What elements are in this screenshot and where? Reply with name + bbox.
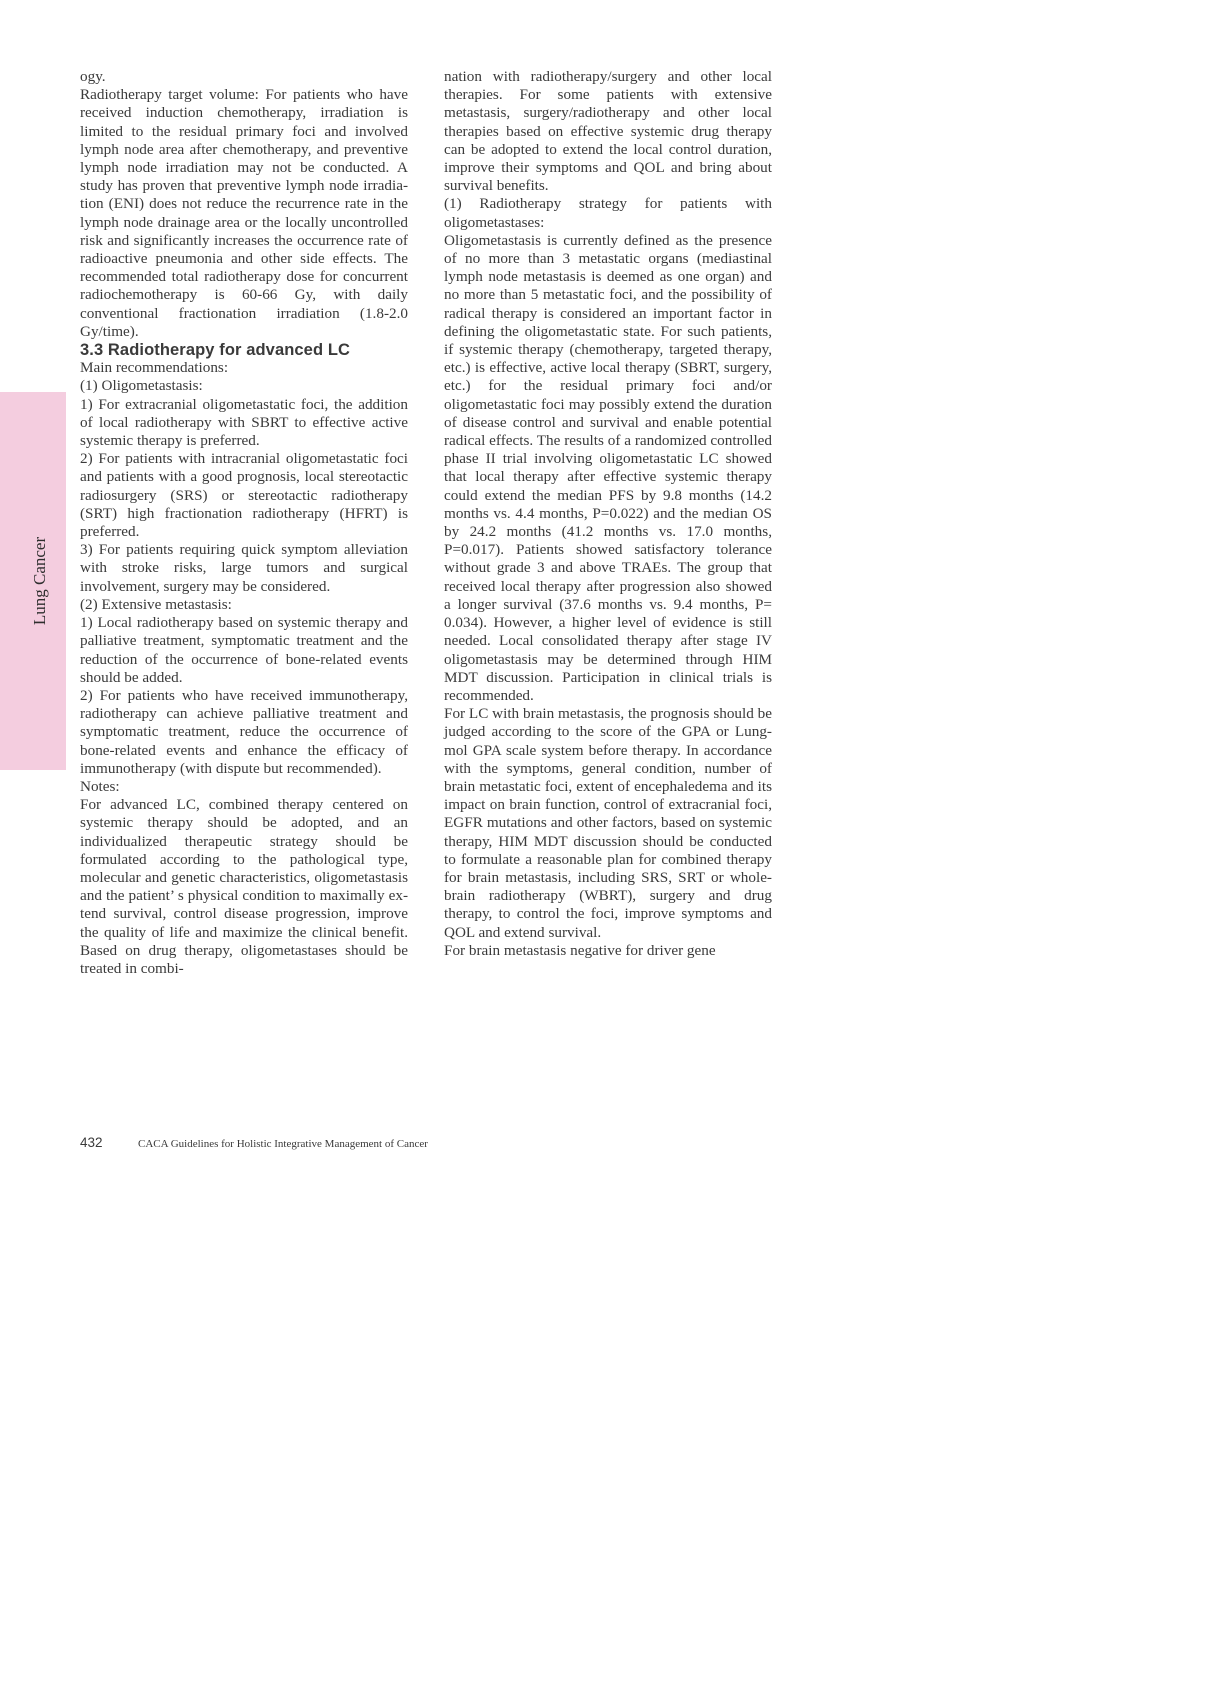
page-footer: [80, 1134, 428, 1152]
paragraph: For brain metastasis negative for driver gene: [444, 941, 716, 959]
paragraph: nation with radiotherapy/surgery and other local therapies. For some patients with extensive metastasis, surgery/radiotherapy and other local therapies based on effective systemic drug therapy can be adopted to extend the local control duration, improve their symptoms and QOL and bring about survival benefits.: [444, 68, 772, 195]
paragraph: 1) Local radiotherapy based on systemic therapy and palliative treatment, symptomatic treatment and the reduction of the occurrence of bone-related events should be added.: [80, 614, 408, 686]
paragraph: 3) For patients requiring quick symptom alleviation with stroke risks, large tumors and surgical involvement, surgery may be considered.: [80, 541, 408, 595]
section-heading: 3.3 Radiotherapy for advanced LC: [80, 341, 351, 360]
side-tab-label: Lung Cancer: [30, 536, 49, 626]
paragraph: 2) For patients who have received immunotherapy, radiotherapy can achieve palliative treatment and symptomatic treatment, reduce the occurrence of bone-related events and enhance the efficacy of immunotherapy (with dispute but recommended).: [80, 686, 408, 777]
paragraph: Main recommendations:: [80, 359, 229, 377]
right-column: [444, 68, 772, 960]
left-column: [80, 68, 408, 978]
paragraph: Notes:: [80, 777, 120, 795]
paragraph: ogy.: [80, 68, 106, 85]
page-number: 432: [80, 1135, 103, 1150]
paragraph: Oligometastasis is currently defined as the presence of no more than 3 metastatic organs (mediastinal lymph node metastasis is deemed as one organ) and no more than 5 metastatic foci, and the possibility of radical therapy is considered an important factor in defining the oligometastatic state. For such patients, if systemic therapy (chemotherapy, targeted therapy, etc.) is effective, active local therapy (SBRT, surgery, etc.) for the residual primary foci and/or oligometastatic foci may possibly extend the duration of disease control and survival and enable potential radical effects. The results of a randomized controlled phase II trial involving oligometastatic LC showed that local therapy after effective systemic therapy could extend the median PFS by 9.8 months (14.2 months vs. 4.4 months, P=0.022) and the median OS by 24.2 months (41.2 months vs. 17.0 months, P=0.017). Patients showed satisfactory tolerance without grade 3 and above TRAEs. The group that received local therapy after progression also showed a longer survival (37.6 months vs. 9.4 months, P= 0.034). However, a higher level of evidence is still needed. Local consolidated therapy after stage IV oligometastasis may be determined through HIM MDT discussion. Participation in clinical trials is recommended.: [444, 231, 772, 704]
paragraph: (1) Oligometastasis:: [80, 377, 203, 395]
running-title: CACA Guidelines for Holistic Integrative Management of Cancer: [138, 1138, 428, 1150]
paragraph: For advanced LC, combined therapy centered on systemic therapy should be adopted, and an individualized therapeutic strategy should be formulated according to the pathological type, molecular and genetic characteristics, oligometastasis and the patient’ s physical condition to maximally extend survival, control disease progression, improve the quality of life and maximize the clinical benefit. Based on drug therapy, oligometastases should be treated in combi-: [80, 796, 408, 977]
paragraph: Radiotherapy target volume: For patients who have received induction chemotherapy, irradiation is limited to the residual primary foci and involved lymph node area after chemotherapy, and preventive lymph node irradiation may not be conducted. A study has proven that preventive lymph node irradiation (ENI) does not reduce the recurrence rate in the lymph node drainage area or the locally uncontrolled risk and significantly increases the occurrence rate of radioactive pneumonia and other side effects. The recommended total radiotherapy dose for concurrent radiochemotherapy is 60-66 Gy, with daily conventional fractionation irradiation (1.8-2.0 Gy/time).: [80, 86, 408, 340]
paragraph: 2) For patients with intracranial oligometastatic foci and patients with a good prognosis, local stereotactic radiosurgery (SRS) or stereotactic radiotherapy (SRT) high fractionation radiotherapy (HFRT) is preferred.: [80, 450, 408, 541]
paragraph: (2) Extensive metastasis:: [80, 595, 232, 613]
paragraph: 1) For extracranial oligometastatic foci, the addition of local radiotherapy with SBRT to effective active systemic therapy is preferred.: [80, 395, 408, 450]
paragraph: For LC with brain metastasis, the prognosis should be judged according to the score of the GPA or Lung-mol GPA scale system before therapy. In accordance with the symptoms, general condition, number of brain metastatic foci, extent of encephaledema and its impact on brain function, control of extracranial foci, EGFR mutations and other factors, based on systemic therapy, HIM MDT discussion should be conducted to formulate a reasonable plan for combined therapy for brain metastasis, including SRS, SRT or whole-brain radiotherapy (WBRT), surgery and drug therapy, to control the foci, improve symptoms and QOL and extend survival.: [444, 705, 772, 941]
paragraph: (1) Radiotherapy strategy for patients with oligometastases:: [444, 195, 772, 231]
